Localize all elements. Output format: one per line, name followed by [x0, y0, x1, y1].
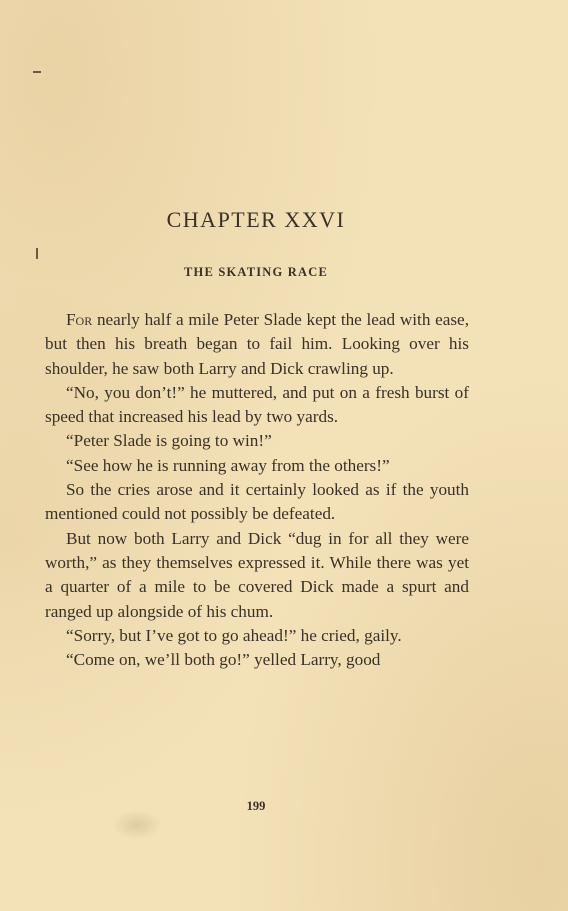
chapter-title: CHAPTER XXVI [166, 207, 346, 232]
body-text [45, 308, 469, 672]
paragraph-8: “Come on, we’ll both go!” yelled Larry, good [66, 650, 381, 670]
paragraph-5: So the cries arose and it certainly looked as if the youth mentioned could not possibly be defeated. [45, 480, 469, 524]
section-title: THE SKATING RACE [184, 265, 328, 279]
margin-tick-mark [36, 248, 38, 259]
paragraph-6: But now both Larry and Dick “dug in for all they were worth,” as they themselves expressed it. While there was yet a quarter of a mile to be covered Dick made a spurt and ranged up alongside of his chum. [45, 528, 469, 621]
paragraph-7: “Sorry, but I’ve got to go ahead!” he cried, gaily. [66, 625, 402, 645]
paragraph-1-text: nearly half a mile Peter Slade kept the lead with ease, but then his breath began to fail him. Looking over his shoulder, he saw both Larry and Dick crawling up. [45, 310, 469, 378]
margin-dash-mark [33, 71, 41, 73]
paragraph-2: “No, you don’t!” he muttered, and put on a fresh burst of speed that increased his lead by two yards. [45, 382, 469, 427]
paragraph-lead-word: For [66, 310, 93, 329]
paragraph-1 [45, 308, 469, 381]
paragraph-3: “Peter Slade is going to win!” [66, 431, 272, 451]
page-smudge [112, 810, 162, 840]
page-number: 199 [246, 799, 266, 813]
paragraph-4: “See how he is running away from the others!” [66, 455, 390, 475]
